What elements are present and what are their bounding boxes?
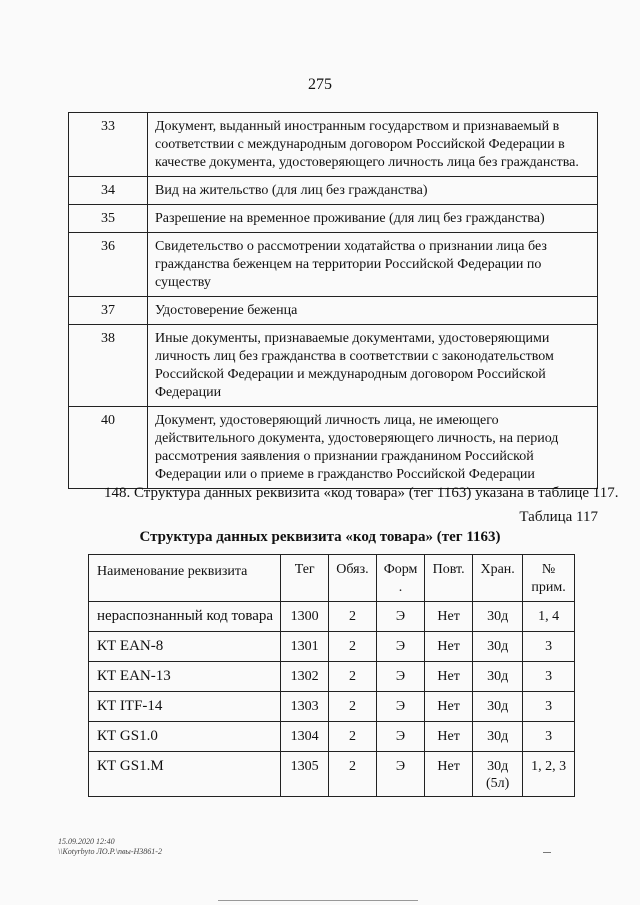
table-row [89, 662, 575, 692]
table-title: Структура данных реквизита «код товара» (тег 1163) [139, 529, 501, 545]
table-row [89, 632, 575, 662]
cell-storage [473, 752, 523, 797]
table-label: Таблица 117 [519, 509, 598, 525]
row-number: 40 [69, 407, 148, 489]
cell-format: Э [376, 692, 424, 722]
table-row [89, 602, 575, 632]
cell-obligatory: 2 [328, 662, 376, 692]
header-note [523, 555, 575, 602]
row-text: Документ, удостоверяющий личность лица, не имеющего действительного документа, удостоверяющего личность, на период рассмотрения заявления о признании гражданином Российской Федерации или о приеме в гражданство Российской Федерации [148, 407, 598, 489]
row-text: Иные документы, признаваемые документами, удостоверяющими личность лиц без гражданства в соответствии с законодательством Российской Федерации и международным договором Российской Федерации [148, 325, 598, 407]
table-row [69, 177, 598, 205]
table-row [69, 233, 598, 297]
cell-storage-line2: (5л) [486, 776, 510, 791]
header-obligatory: Обяз. [328, 555, 376, 602]
cell-storage: 30д [473, 632, 523, 662]
cell-note: 3 [523, 632, 575, 662]
cell-obligatory: 2 [328, 632, 376, 662]
cell-format: Э [376, 722, 424, 752]
table-row [89, 752, 575, 797]
header-repeat: Повт. [425, 555, 473, 602]
table-row [69, 325, 598, 407]
cell-name: КТ GS1.0 [89, 722, 281, 752]
footer-path: \\Kotyrbyto ЛО.Р.\пвы-Н3861-2 [58, 847, 162, 856]
header-tag: Тег [281, 555, 328, 602]
cell-storage: 30д [473, 602, 523, 632]
cell-name: КТ EAN-13 [89, 662, 281, 692]
header-format [376, 555, 424, 602]
cell-repeat: Нет [425, 752, 473, 797]
row-number: 35 [69, 205, 148, 233]
header-format-line2: . [398, 580, 403, 595]
cell-tag: 1305 [281, 752, 328, 797]
row-text: Вид на жительство (для лиц без гражданства) [148, 177, 598, 205]
cell-obligatory: 2 [328, 722, 376, 752]
cell-storage-line1: 30д [487, 759, 509, 774]
header-storage: Хран. [473, 555, 523, 602]
cell-repeat: Нет [425, 602, 473, 632]
row-text: Документ, выданный иностранным государством и признаваемый в соответствии с международным договором Российской Федерации в качестве документа, удостоверяющего личность лица без гражданства. [148, 113, 598, 177]
header-note-line2: прим. [531, 580, 566, 595]
footer-stamp [58, 837, 162, 857]
table-row [69, 407, 598, 489]
scan-edge-line [218, 900, 418, 901]
cell-name: нераспознанный код товара [89, 602, 281, 632]
cell-tag: 1301 [281, 632, 328, 662]
cell-repeat: Нет [425, 692, 473, 722]
row-number: 38 [69, 325, 148, 407]
table-row [89, 692, 575, 722]
cell-tag: 1303 [281, 692, 328, 722]
row-number: 34 [69, 177, 148, 205]
cell-format: Э [376, 662, 424, 692]
cell-format: Э [376, 602, 424, 632]
page-number: 275 [308, 76, 332, 93]
cell-note: 3 [523, 662, 575, 692]
cell-format: Э [376, 752, 424, 797]
cell-name: КТ ITF-14 [89, 692, 281, 722]
table-row [69, 297, 598, 325]
cell-storage: 30д [473, 662, 523, 692]
cell-note: 3 [523, 692, 575, 722]
row-number: 36 [69, 233, 148, 297]
row-text: Разрешение на временное проживание (для лиц без гражданства) [148, 205, 598, 233]
row-text: Удостоверение беженца [148, 297, 598, 325]
cell-tag: 1300 [281, 602, 328, 632]
product-code-structure-table [88, 554, 575, 797]
paragraph-148: 148. Структура данных реквизита «код товара» (тег 1163) указана в таблице 117. [104, 485, 619, 501]
cell-note: 1, 4 [523, 602, 575, 632]
cell-obligatory: 2 [328, 602, 376, 632]
cell-obligatory: 2 [328, 752, 376, 797]
header-name: Наименование реквизита [89, 555, 281, 602]
cell-storage: 30д [473, 692, 523, 722]
table-row [69, 113, 598, 177]
cell-note: 3 [523, 722, 575, 752]
cell-storage: 30д [473, 722, 523, 752]
row-number: 37 [69, 297, 148, 325]
scan-speck [543, 852, 551, 853]
cell-tag: 1304 [281, 722, 328, 752]
cell-repeat: Нет [425, 632, 473, 662]
table-row [89, 722, 575, 752]
document-types-table [68, 112, 598, 489]
header-format-line1: Форм [383, 562, 418, 577]
footer-date: 15.09.2020 12:40 [58, 837, 115, 846]
cell-note: 1, 2, 3 [523, 752, 575, 797]
row-text: Свидетельство о рассмотрении ходатайства о признании лица без гражданства беженцем на территории Российской Федерации по существу [148, 233, 598, 297]
cell-name: КТ GS1.M [89, 752, 281, 797]
table-row [69, 205, 598, 233]
row-number: 33 [69, 113, 148, 177]
header-note-line1: № [541, 562, 556, 577]
cell-repeat: Нет [425, 662, 473, 692]
cell-name: КТ EAN-8 [89, 632, 281, 662]
cell-repeat: Нет [425, 722, 473, 752]
header-row [89, 555, 575, 602]
cell-obligatory: 2 [328, 692, 376, 722]
cell-tag: 1302 [281, 662, 328, 692]
cell-format: Э [376, 632, 424, 662]
